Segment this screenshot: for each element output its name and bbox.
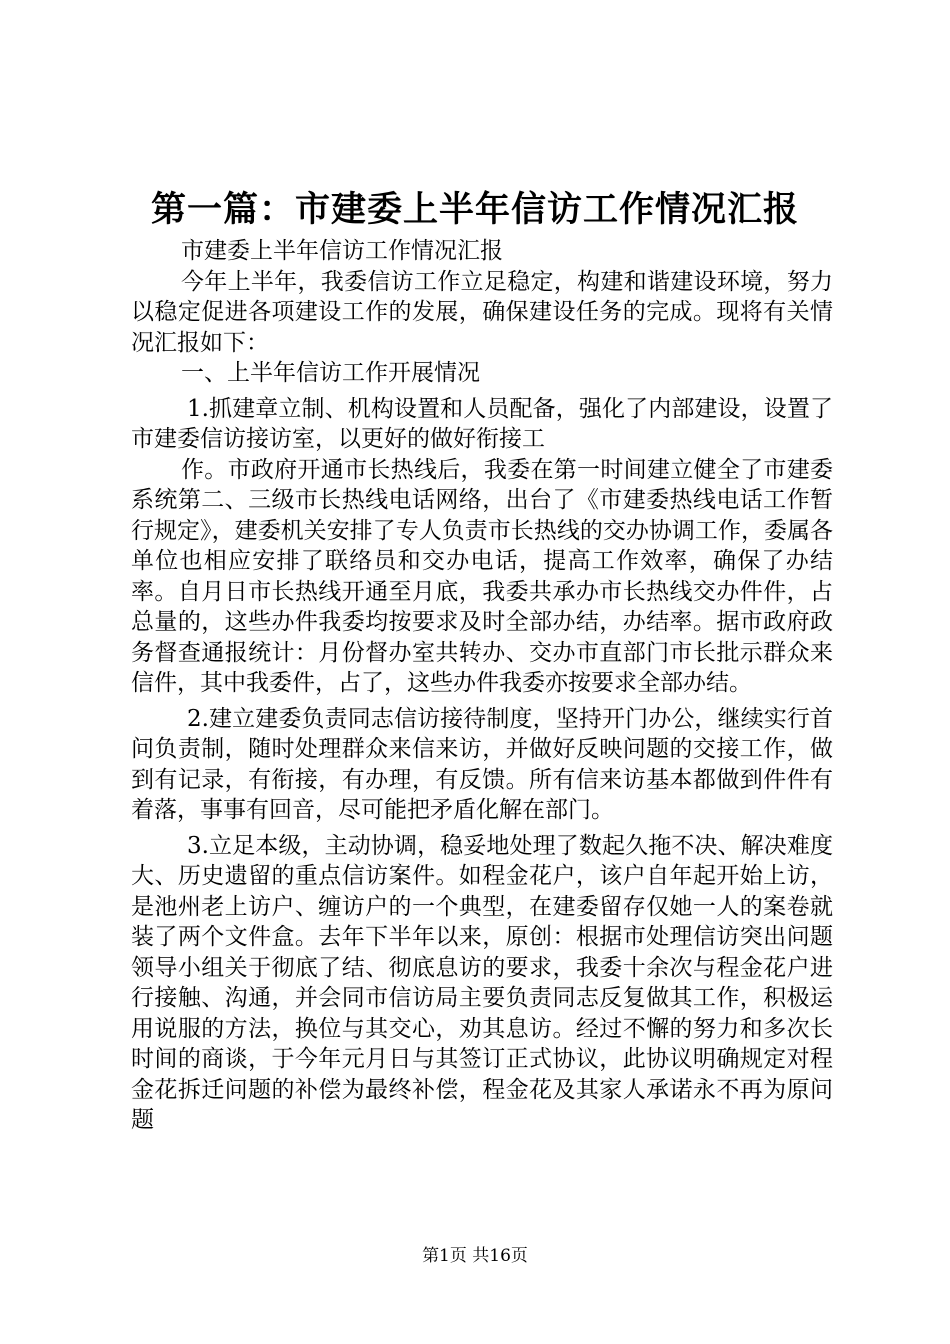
document-title: 第一篇：市建委上半年信访工作情况汇报 [150,189,799,230]
paragraph-intro: 今年上半年，我委信访工作立足稳定，构建和谐建设环境，努力以稳定促进各项建设工作的发展，确保建设任务的完成。现将有关情况汇报如下： [131,268,833,356]
document-body [131,236,833,1136]
page-number-footer: 第1页 共16页 [422,1246,528,1266]
paragraph-item-1-continued: 作。市政府开通市长热线后，我委在第一时间建立健全了市建委系统第二、三级市长热线电话网络，出台了《市建委热线电话工作暂行规定》，建委机关安排了专人负责市长热线的交办协调工作，委属各单位也相应安排了联络员和交办电话，提高工作效率，确保了办结率。自月日市长热线开通至月底，我委共承办市长热线交办件件，占总量的，这些办件我委均按要求及时全部办结，办结率。据市政府政务督查通报统计：月份督办室共转办、交办市直部门市长批示群众来信件，其中我委件，占了，这些办件我委亦按要求全部办结。 [131,456,833,696]
section-heading: 一、上半年信访工作开展情况 [181,360,480,386]
paragraph-item-2: 2.建立建委负责同志信访接待制度，坚持开门办公，继续实行首问负责制，随时处理群众来信来访，并做好反映问题的交接工作，做到有记录，有衔接，有办理，有反馈。所有信来访基本都做到件件有着落，事事有回音，尽可能把矛盾化解在部门。 [131,705,833,823]
paragraph-item-1: 1.抓建章立制、机构设置和人员配备，强化了内部建设，设置了市建委信访接访室，以更好的做好衔接工 [131,395,833,452]
paragraph-item-3: 3.立足本级，主动协调，稳妥地处理了数起久拖不决、解决难度大、历史遗留的重点信访案件。如程金花户，该户自年起开始上访，是池州老上访户、缠访户的一个典型，在建委留存仅她一人的案卷就装了两个文件盒。去年下半年以来，原创：根据市处理信访突出问题领导小组关于彻底了结、彻底息访的要求，我委十余次与程金花户进行接触、沟通，并会同市信访局主要负责同志反复做其工作，积极运用说服的方法，换位与其交心，劝其息访。经过不懈的努力和多次长时间的商谈，于今年元月日与其签订正式协议，此协议明确规定对程金花拆迁问题的补偿为最终补偿，程金花及其家人承诺永不再为原问题 [131,832,833,1133]
paragraph-subtitle: 市建委上半年信访工作情况汇报 [181,238,503,264]
